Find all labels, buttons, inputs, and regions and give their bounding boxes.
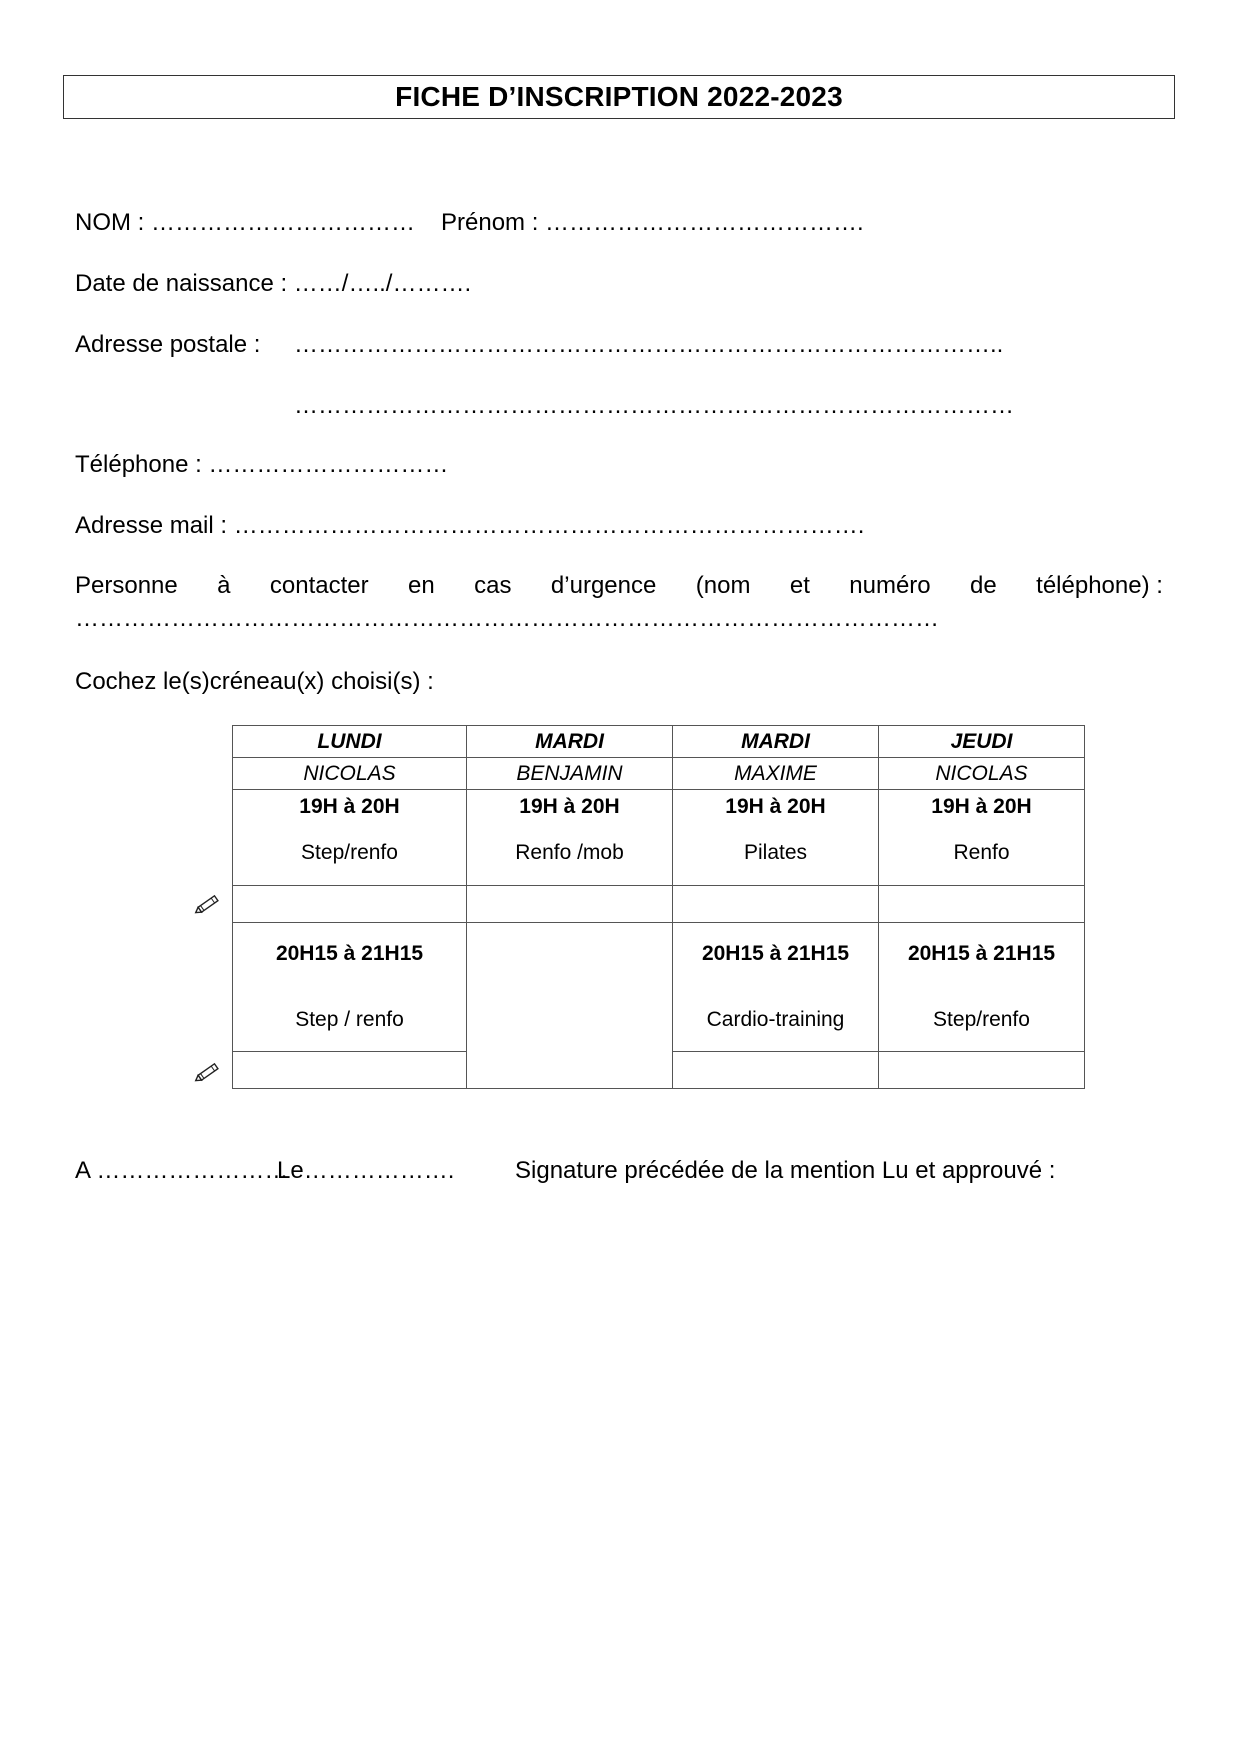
pencil-icon (192, 890, 224, 918)
coach-name: NICOLAS (879, 758, 1085, 790)
emergency-word: Personne (75, 572, 178, 599)
slot-cell (673, 923, 879, 1052)
emergency-word: téléphone) : (1036, 572, 1163, 599)
emergency-word: (nom (695, 572, 751, 599)
emergency-contact-label (75, 572, 1163, 600)
slot-instructions: Cochez le(s)créneau(x) choisi(s) : (75, 668, 434, 695)
coach-name: NICOLAS (233, 758, 467, 790)
place-field[interactable]: A …………………… (75, 1157, 289, 1184)
day-header-mardi-1: MARDI (467, 726, 673, 758)
slot-time: 19H à 20H (931, 795, 1032, 818)
birthdate-field[interactable]: Date de naissance : ……/…../………. (75, 270, 472, 297)
checkbox-cell-jeudi-19h[interactable] (879, 886, 1085, 923)
slot-activity: Step/renfo (933, 1008, 1030, 1031)
slot-cell (233, 923, 467, 1052)
emergency-word: et (789, 572, 810, 599)
coach-name: MAXIME (673, 758, 879, 790)
emergency-word: de (970, 572, 997, 599)
checkbox-cell-lundi-19h[interactable] (233, 886, 467, 923)
slot-cell (879, 790, 1085, 886)
day-header-mardi-2: MARDI (673, 726, 879, 758)
form-title: FICHE D’INSCRIPTION 2022-2023 (63, 75, 1175, 119)
slot-time: 20H15 à 21H15 (907, 942, 1056, 965)
slot-time: 19H à 20H (299, 795, 400, 818)
slot-activity: Step / renfo (295, 1008, 404, 1031)
slot-activity: Renfo /mob (515, 841, 624, 864)
emergency-word: en (408, 572, 435, 599)
schedule-table (232, 725, 1085, 1089)
prenom-field[interactable]: Prénom : …………………………………. (441, 209, 864, 236)
slot-activity: Step/renfo (301, 841, 398, 864)
slot-activity: Pilates (743, 841, 808, 864)
signature-label: Signature précédée de la mention Lu et approuvé : (515, 1157, 1056, 1184)
emergency-word: contacter (269, 572, 369, 599)
slot-cell (879, 923, 1085, 1052)
coach-name: BENJAMIN (467, 758, 673, 790)
emergency-word: cas (474, 572, 512, 599)
slot-activity: Cardio-training (706, 1008, 845, 1031)
address-label: Adresse postale : (75, 331, 261, 358)
day-header-lundi: LUNDI (233, 726, 467, 758)
email-field[interactable]: Adresse mail : ……………………………………………………………………. (75, 512, 865, 539)
day-header-jeudi: JEUDI (879, 726, 1085, 758)
slot-time: 20H15 à 21H15 (701, 942, 850, 965)
slot-time: 19H à 20H (725, 795, 826, 818)
slot-cell (467, 790, 673, 886)
slot-time: 19H à 20H (519, 795, 620, 818)
slot-cell (673, 790, 879, 886)
date-field[interactable]: Le………………. (277, 1157, 455, 1184)
checkbox-cell-mardi-maxime-20h15[interactable] (673, 1052, 879, 1089)
checkbox-cell-lundi-20h15[interactable] (233, 1052, 467, 1089)
emergency-contact-field[interactable]: ……………………………………………………………………………………………… (75, 605, 939, 632)
emergency-word: d’urgence (550, 572, 657, 599)
address-line-2[interactable]: ……………………………………………………………………………… (294, 392, 1014, 419)
nom-field[interactable]: NOM : …………………………… (75, 209, 415, 236)
address-line-1[interactable]: …………………………………………………………………………….. (294, 331, 1004, 358)
empty-slot-cell (467, 923, 673, 1089)
pencil-icon (192, 1058, 224, 1086)
emergency-word: à (217, 572, 231, 599)
slot-time: 20H15 à 21H15 (275, 942, 424, 965)
slot-activity: Renfo (953, 841, 1010, 864)
phone-field[interactable]: Téléphone : ………………………… (75, 451, 449, 478)
checkbox-cell-mardi-benjamin-19h[interactable] (467, 886, 673, 923)
slot-cell (233, 790, 467, 886)
checkbox-cell-jeudi-20h15[interactable] (879, 1052, 1085, 1089)
checkbox-cell-mardi-maxime-19h[interactable] (673, 886, 879, 923)
emergency-word: numéro (849, 572, 931, 599)
